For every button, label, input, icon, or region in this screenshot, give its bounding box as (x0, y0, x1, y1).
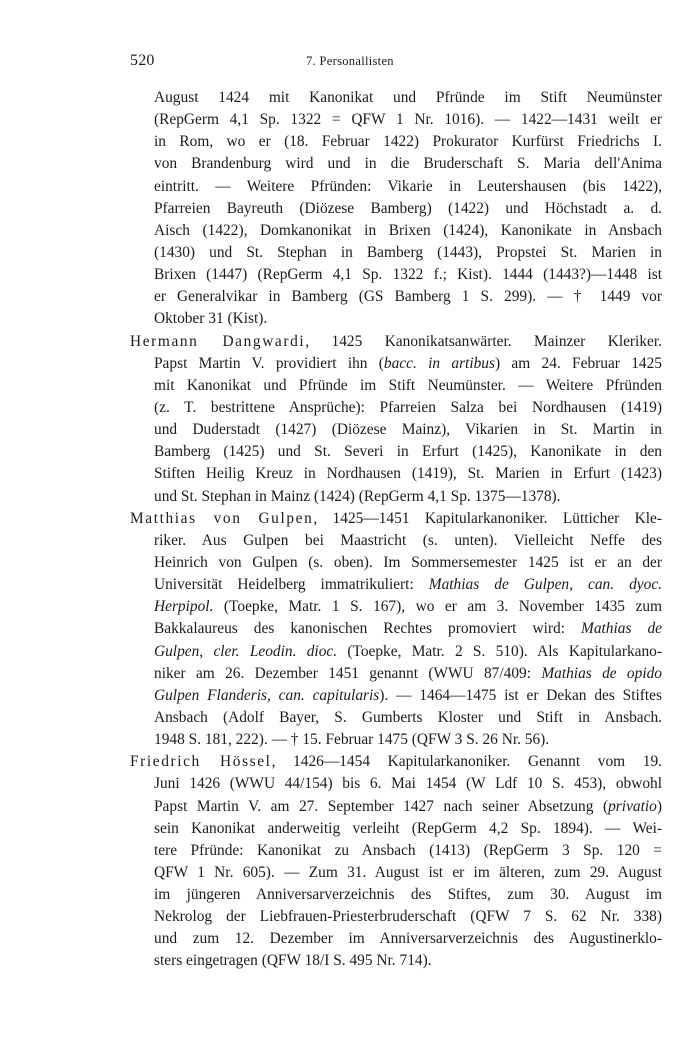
text-line (130, 530, 662, 552)
italic-citation: privatio (608, 797, 657, 815)
text-line (130, 950, 662, 972)
text-run: Nekrolog der Liebfrauen-Priesterbruderschaft (QFW 7 S. 62 Nr. 338) (154, 908, 662, 926)
text-line (130, 618, 662, 640)
text-run: niker am 26. Dezember 1451 genannt (WWU 87/409: (154, 664, 542, 682)
text-run: und St. Stephan in Mainz (1424) (RepGerm 4,1 Sp. 1375—1378). (154, 487, 561, 505)
text-run: sein Kanonikat anderweitig verleiht (RepGerm 4,2 Sp. 1894). — Wei- (154, 819, 662, 837)
text-line (130, 375, 662, 397)
text-run: August 1424 mit Kanonikat und Pfründe im Stift Neumünster (154, 89, 662, 106)
text-line (130, 729, 662, 751)
person-name: Friedrich Hössel (130, 753, 272, 771)
text-line (130, 264, 662, 286)
text-line (130, 441, 662, 463)
text-run: Aisch (1422), Domkanonikat in Brixen (1424), Kanonikate in Ansbach (154, 221, 662, 239)
text-line (130, 198, 662, 220)
text-line (130, 286, 662, 308)
entry-heading-line (130, 751, 662, 773)
text-run: eintritt. — Weitere Pfründen: Vikarie in Leutershausen (bis 1422), (154, 177, 662, 195)
text-run: und Duderstadt (1427) (Diözese Mainz), Vikarien in St. Martin in (154, 421, 662, 439)
text-line (130, 840, 662, 862)
text-line (130, 818, 662, 840)
text-line (130, 773, 662, 795)
text-run: (1430) und St. Stephan in Bamberg (1443), Propstei St. Marien in (154, 243, 662, 261)
text-line (130, 87, 662, 109)
text-run: Juni 1426 (WWU 44/154) bis 6. Mai 1454 (W Ldf 10 S. 453), obwohl (154, 775, 662, 793)
text-line (130, 928, 662, 950)
text-line (130, 419, 662, 441)
text-run: in Rom, wo er (18. Februar 1422) Prokurator Kurfürst Friedrichs I. (154, 133, 662, 151)
text-line (130, 131, 662, 153)
text-run: von Brandenburg wird und in die Bruderschaft S. Maria dell'Anima (154, 155, 662, 173)
text-run: tere Pfründe: Kanonikat zu Ansbach (1413) (RepGerm 3 Sp. 120 = (154, 841, 662, 859)
text-line (130, 486, 662, 508)
italic-citation: Gulpen, cler. Leodin. dioc. (154, 642, 338, 660)
text-run: Papst Martin V. am 27. September 1427 nach seiner Absetzung ( (154, 797, 609, 815)
text-run: Pfarreien Bayreuth (Diözese Bamberg) (1422) und Höchstadt a. d. (154, 199, 662, 217)
entry-heading-line (130, 508, 662, 530)
text-run: Papst Martin V. providiert ihn ( (154, 354, 384, 372)
text-run: (z. T. bestrittene Ansprüche): Pfarreien Salza bei Nordhausen (1419) (154, 398, 662, 416)
text-run: sters eingetragen (QFW 18/I S. 495 Nr. 714). (154, 952, 432, 970)
text-run: QFW 1 Nr. 605). — Zum 31. August ist er im älteren, zum 29. August (154, 863, 662, 881)
text-line (130, 109, 662, 131)
text-line (130, 153, 662, 175)
text-line (130, 552, 662, 574)
text-run: , 1426—1454 Kapitularkanoniker. Genannt vom 19. (271, 753, 662, 771)
text-run: , 1425 Kanonikatsanwärter. Mainzer Kleriker. (305, 332, 662, 350)
person-name: Hermann Dangwardi (130, 332, 306, 350)
text-run: ) (656, 797, 662, 815)
text-run: Ansbach (Adolf Bayer, S. Gumberts Kloster und Stift in Ansbach. (154, 708, 662, 726)
text-run: Heinrich von Gulpen (s. oben). Im Sommersemester 1425 ist er an der (154, 553, 662, 571)
text-line (130, 663, 662, 685)
text-line (130, 796, 662, 818)
text-line (130, 308, 662, 330)
text-run: (Toepke, Matr. 2 S. 510). Als Kapitularkano- (337, 642, 662, 660)
text-line (130, 641, 662, 663)
entry-heading-line (130, 331, 662, 353)
text-run: ). — 1464—1475 ist er Dekan des Stiftes (379, 686, 662, 704)
page-number: 520 (130, 52, 155, 69)
text-run: Stiften Heilig Kreuz in Nordhausen (1419), St. Marien in Erfurt (1423) (154, 465, 662, 483)
text-line (130, 220, 662, 242)
person-name: Matthias von Gulpen (130, 509, 314, 527)
text-run: 1948 S. 181, 222). — † 15. Februar 1475 (QFW 3 S. 26 Nr. 56). (154, 731, 550, 749)
text-run: (RepGerm 4,1 Sp. 1322 = QFW 1 Nr. 1016). — 1422—1431 weilt er (154, 111, 662, 129)
text-run: und zum 12. Dezember im Anniversarverzeichnis des Augustinerklo- (154, 930, 662, 948)
text-line (130, 596, 662, 618)
text-line (130, 906, 662, 928)
text-line (130, 176, 662, 198)
text-line (130, 242, 662, 264)
text-run: mit Kanonikat und Pfründe im Stift Neumünster. — Weitere Pfründen (154, 376, 662, 394)
italic-citation: Herpipol. (154, 598, 214, 616)
italic-citation: Mathias de Gulpen, can. dyoc. (428, 576, 662, 594)
italic-citation: Mathias de (581, 620, 662, 638)
text-line (130, 463, 662, 485)
italic-citation: bacc. in artibus (383, 354, 495, 372)
text-run: riker. Aus Gulpen bei Maastricht (s. unten). Vielleicht Neffe des (154, 531, 662, 549)
text-run: Bamberg (1425) und St. Severi in Erfurt (1425), Kanonikate in den (154, 443, 662, 461)
text-line (130, 862, 662, 884)
text-run: ) am 24. Februar 1425 (495, 354, 662, 372)
text-run: (Toepke, Matr. 1 S. 167), wo er am 3. November 1435 zum (213, 598, 662, 616)
running-head: 7. Personallisten (306, 54, 394, 68)
text-run: im jüngeren Anniversarverzeichnis des Stiftes, zum 30. August im (154, 886, 662, 904)
entry-list (130, 87, 662, 973)
text-run: Universität Heidelberg immatrikuliert: (154, 576, 429, 594)
text-run: , 1425—1451 Kapitularkanoniker. Lütticher Kle- (313, 509, 662, 527)
italic-citation: Mathias de opido (541, 664, 662, 682)
text-line (130, 685, 662, 707)
text-run: Oktober 31 (Kist). (154, 310, 268, 328)
text-line (130, 707, 662, 729)
italic-citation: Gulpen Flanderis, can. capitularis (154, 686, 380, 704)
text-line (130, 353, 662, 375)
text-line (130, 397, 662, 419)
text-line (130, 884, 662, 906)
text-run: Bakkalaureus des kanonischen Rechtes promoviert wird: (154, 620, 581, 638)
text-run: er Generalvikar in Bamberg (GS Bamberg 1 S. 299). — † 1449 vor (154, 288, 662, 306)
text-run: Brixen (1447) (RepGerm 4,1 Sp. 1322 f.; Kist). 1444 (1443?)—1448 ist (154, 266, 662, 284)
text-line (130, 574, 662, 596)
